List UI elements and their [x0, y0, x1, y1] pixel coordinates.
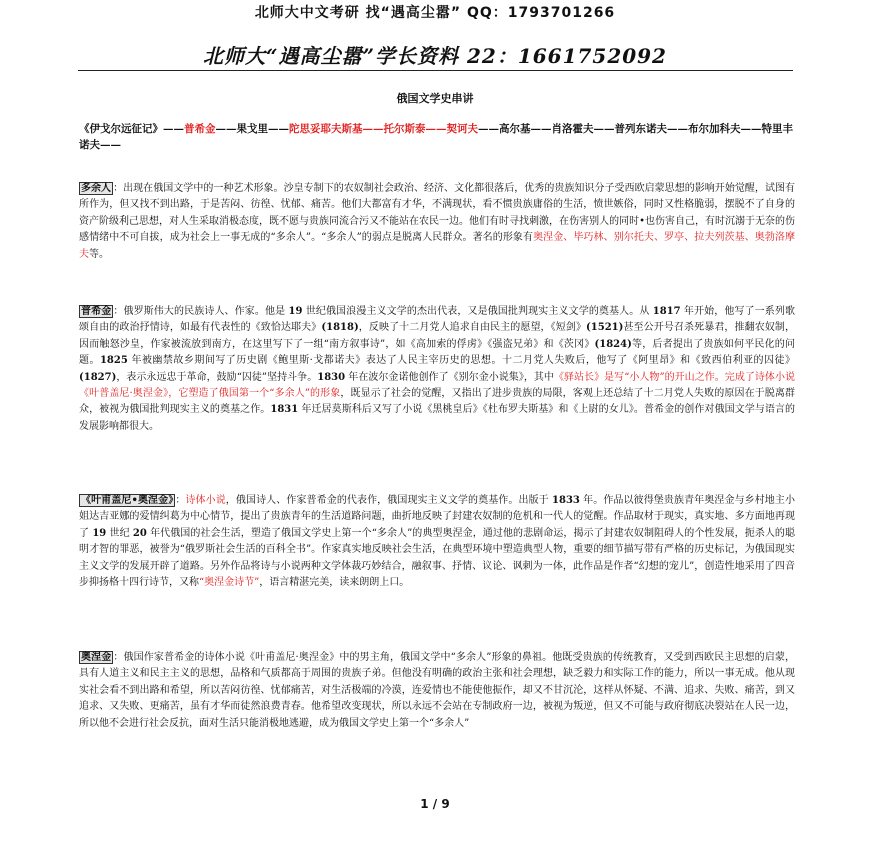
- body-text: ，表示永远忠于革命，鼓励“囚徒”坚持斗争。: [116, 371, 318, 383]
- body-text: 世纪: [106, 527, 133, 539]
- page-number: 1 / 9: [420, 797, 450, 811]
- body-text: (1827): [79, 371, 117, 383]
- document-title: 俄国文学史串讲: [396, 92, 474, 105]
- term-label: 普希金: [81, 306, 112, 317]
- body-text: 1830: [317, 371, 346, 383]
- highlight-text: 奥涅金、毕巧林、别尔托夫、罗亭、拉夫列茨基、奥勃洛摩夫: [79, 232, 796, 260]
- body-text: ，语言精湛完美，读来朗朗上口。: [259, 577, 410, 589]
- body-text: 年开始，他写了一系列歌颂自由的政治抒情诗，如最有代表性的《致恰达耶夫》: [79, 306, 796, 334]
- chain-text: 《伊戈尔远征记》——: [79, 123, 184, 135]
- chain-text: ——高尔基——肖洛霍夫——普列东诺夫——布尔加科夫——特里丰诺夫——: [79, 123, 793, 151]
- body-text: ：俄罗斯伟大的民族诗人、作家。他是: [113, 306, 289, 317]
- body-text: (1521): [586, 322, 624, 334]
- body-text: 19: [288, 306, 303, 317]
- body-text: 1817: [652, 306, 681, 317]
- body-text: ：: [175, 495, 186, 506]
- top-banner: 北师大中文考研 找“遇高尘嚣” QQ：1793701266: [254, 5, 616, 21]
- chain-highlight: 普希金: [184, 123, 216, 135]
- body-text: 1831: [270, 404, 299, 416]
- body-text: 等，后者提出了贵族如何平民化的问题。: [79, 338, 795, 367]
- body-text: ，俄国诗人、作家普希金的代表作，俄国现实主义文学的奠基作。出版于: [225, 495, 553, 506]
- body-text: (1818): [321, 322, 359, 334]
- body-text: 等。: [89, 248, 109, 260]
- chain-text: ——果戈里——: [215, 123, 289, 135]
- chain-highlight: 陀思妥耶夫斯基——托尔斯泰——契诃夫: [289, 123, 478, 135]
- body-text: 年迁居莫斯科后又写了小说《黑桃皇后》《杜布罗夫斯基》和《上尉的女儿》。普希金的创作对俄国文学与语言的发展影响都很大。: [79, 404, 795, 432]
- body-text: (1824): [594, 338, 632, 350]
- body-text: 年代俄国的社会生活，塑造了俄国文学史上第一个“多余人”的典型奥涅金，通过他的悲剧命运，揭示了封建农奴制阻碍人的个性发展，扼杀人的聪明才智的罪恶，被誉为“俄罗斯社会生活的百科全书”。作家真实地反映社会生活，在典型环境中塑造典型人物，重要的细节描写带有严格的历史标记，为俄国现实主义文学的发展开辟了道路。另外作品将诗与小说两种文学体裁巧妙结合，融叙事、抒情、议论、讽刺为一体，此作品是作者“幻想的宠儿”，创造性地采用了四音步抑扬格十四行诗节，又称: [79, 527, 795, 589]
- section-eugene-onegin: [79, 493, 795, 591]
- body-text: 19: [92, 527, 107, 539]
- highlight-text: 《驿站长》是写“小人物”的开山之作。完成了诗体小说《叶普盖尼·奥涅金》，它塑造了俄国第一个“多余人”的形象: [79, 371, 795, 400]
- body-text: 年被幽禁故乡期间写了历史剧《鲍里斯·戈都诺夫》表达了人民主宰历史的思想。十二月党人失败后，他写了《阿里昂》和《致西伯利亚的囚徒》: [127, 355, 796, 367]
- body-text: 世纪俄国浪漫主义文学的杰出代表，又是俄国批判现实主义文学的奠基人。从: [302, 306, 653, 317]
- term-label: 《叶甫盖尼•奥涅金》: [81, 495, 174, 506]
- body-text: 年。作品以彼得堡贵族青年奥涅金与乡村地主小姐达吉亚娜的爱情纠葛为中心情节，提出了贵族青年的生活道路问题，曲折地反映了封建农奴制的危机和一代人的觉醒。作品取材于现实，真实地、多方面地再现了: [79, 495, 795, 539]
- body-text: ：出现在俄国文学中的一种艺术形象。沙皇专制下的农奴制社会政治、经济、文化都很落后，优秀的贵族知识分子受西欧启蒙思想的影响开始觉醒，试图有所作为，但又找不到出路，于是苦闷、彷徨、忧郁、痛苦。他们大都富有才华，不满现状，看不惯贵族庸俗的生活，愤世嫉俗，同时又性格脆弱，摆脱不了自身的资产阶级利己思想，对人生采取消极态度，既不愿与贵族同流合污又不能站在农民一边。他们有时寻找刺激，在伤害别人的同时•也伤害自己，有时沉溺于无奈的伤感情绪中不可自拔，成为社会上一事无成的“多余人”。“多余人”的弱点是脱离人民群众。著名的形象有: [79, 183, 796, 244]
- section-superfluous-man: [79, 181, 795, 263]
- body-text: 年在波尔金诺他创作了《别尔金小说集》，其中: [345, 371, 554, 383]
- body-text: ，反映了十二月党人追求自由民主的愿望，《短剑》: [358, 322, 587, 334]
- body-text: 1825: [99, 355, 128, 367]
- header-divider: [78, 70, 793, 71]
- body-text: ：俄国作家普希金的诗体小说《叶甫盖尼·奥涅金》中的男主角，俄国文学中“多余人”形象的鼻祖。他既受贵族的传统教育，又受到西欧民主思想的启蒙，具有人道主义和民主主义的思想，品格和气质都高于周围的贵族子弟。但他没有明确的政治主张和社会理想，缺乏毅力和实际工作的能力，所以一事无成。他从现实社会看不到出路和希望，所以苦闷彷徨、忧郁痛苦，对生活极端的冷漠，连爱情也不能使他振作，却又不甘沉沦，这样从怀疑、不满、追求、失败、痛苦，到又追求、又失败、更痛苦，虽有才华而徒然浪费青春。他希望改变现状，所以永远不会站在专制政府一边，被视为叛逆，但又不可能与政府彻底决裂站在人民一边，所以他不会进行社会反抗，面对生活只能消极地逃避，成为俄国文学史上第一个“多余人”: [79, 652, 796, 729]
- section-onegin-character: [79, 650, 795, 732]
- body-text: 1833: [552, 495, 580, 506]
- author-chain: [79, 121, 795, 153]
- highlight-text: 诗体小说: [185, 495, 226, 506]
- subtitle-banner: 北师大“遇高尘嚣”学长资料 22：1661752092: [203, 44, 667, 68]
- term-label: 奥涅金: [81, 652, 112, 663]
- body-text: 20: [132, 527, 147, 539]
- body-text: ，既显示了社会的觉醒，又指出了进步贵族的局限，客观上还总结了十二月党人失败的原因在于脱离群众，被视为俄国批判现实主义的奠基之作。: [79, 388, 795, 416]
- term-label: 多余人: [81, 183, 112, 194]
- body-text: 甚至公开号召杀死暴君，推翻农奴制，因而触怒沙皇，作家被流放到南方，在这里写下了一组“南方叙事诗”，如《高加索的俘虏》《强盗兄弟》和《茨冈》: [79, 322, 796, 350]
- section-pushkin: [79, 304, 795, 435]
- highlight-text: “奥涅金诗节”: [199, 577, 260, 589]
